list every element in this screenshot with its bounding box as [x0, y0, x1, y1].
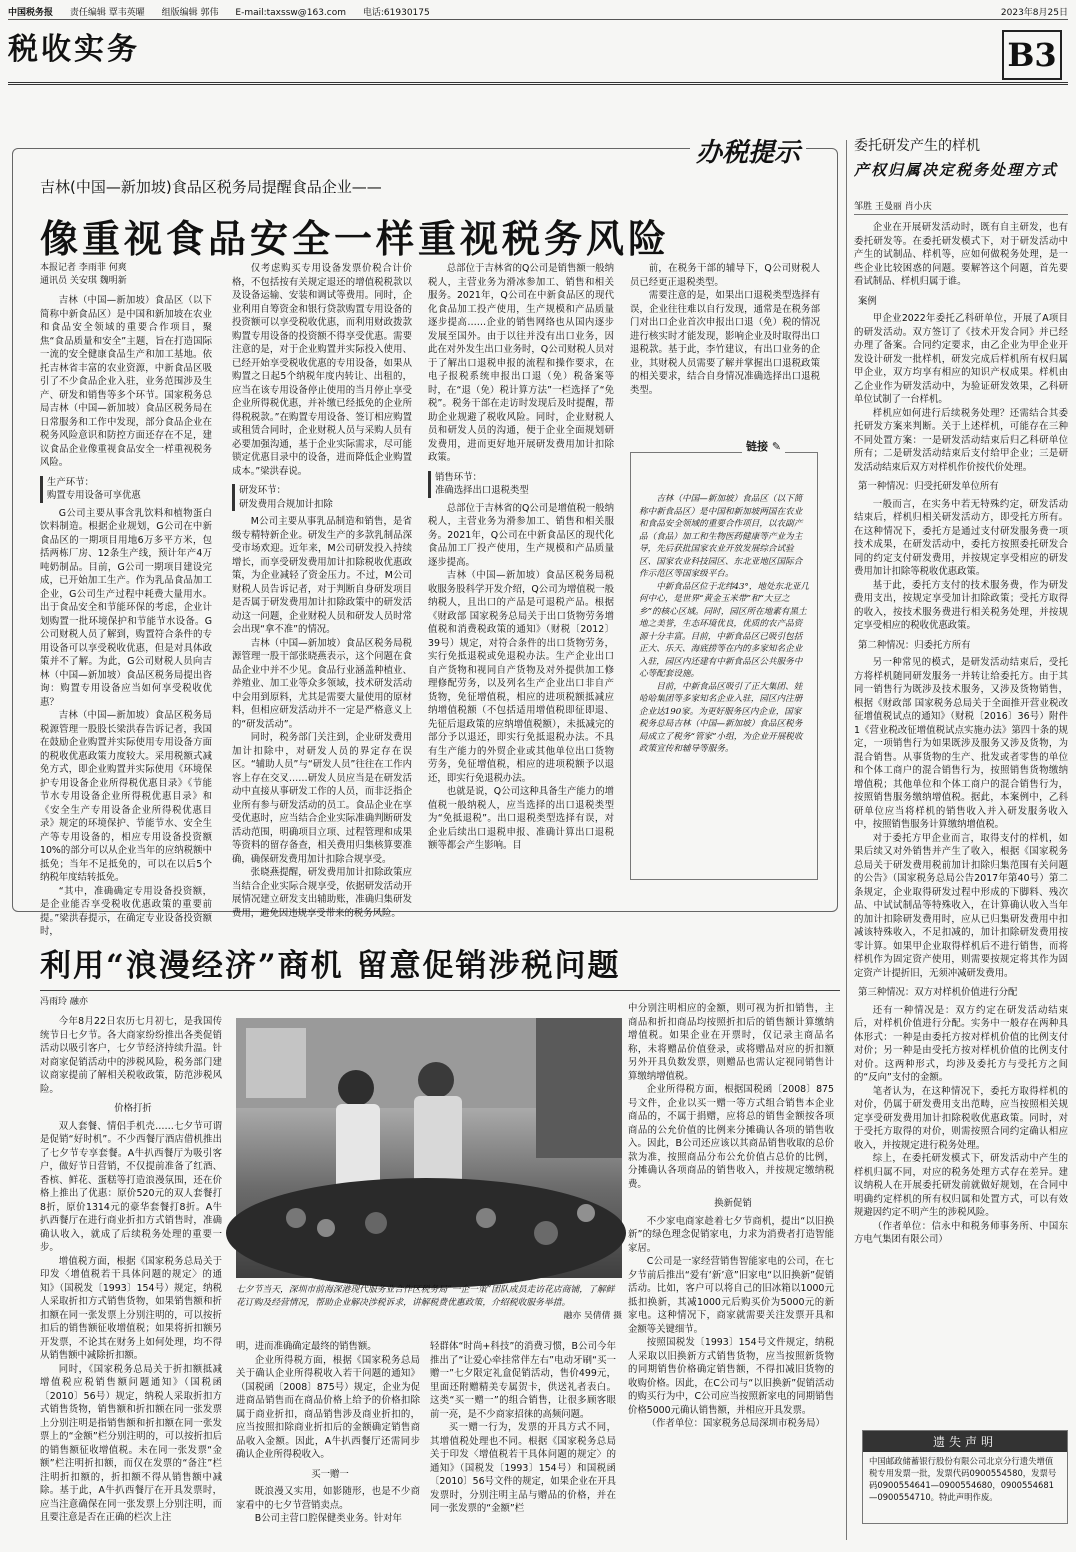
paragraph: 样机应如何进行后续税务处理？还需结合其委托研发方案来判断。关于上述样机，可能存在三种不同处置方案：一是研发活动结束后归乙科研单位所有；二是研发活动结束后支付给甲企业；三是研发活动结束后双方对样机作价按代价处理。: [854, 407, 1068, 473]
paragraph: 按照国税发〔1993〕154号文件规定，纳税人采取以旧换新方式销售货物，应当按照新货物的同期销售价格确定销售额，不得扣减旧货物的收购价格。因此，在C公司与“以旧换新”促销活动的购买行为中，C公司应当按照新家电的同期销售价格5000元确认销售额，并相应开具发票。: [628, 1337, 834, 1416]
paragraph: 中分别注明相应的金额，则可视为折扣销售，主商品和折扣商品均按照折扣后的销售额计算缴纳增值税。如果企业在开票时，仅记录主商品名称，未将赠品价值登录，或将赠品对应的折扣额另外开具负数发票，则赠品也需认定视同销售计算缴纳增值税。: [628, 1003, 834, 1082]
link-label: 链接: [746, 440, 768, 453]
paragraph: 还有一种情况是：双方约定在研发活动结束后，对样机价值进行分配。实务中一般存在两种具体形式：一种是由委托方按对样机价值的比例支付对价；另一种是由受托方按对样机价值的比例支付对价。这两种形式，均涉及委托方与受托方之间的“反向”支付的金额。: [854, 1004, 1068, 1083]
article2-title: 利用“浪漫经济”商机 留意促销涉税问题: [40, 948, 621, 984]
subhead-text: 购置专用设备可享优惠: [47, 490, 141, 501]
paragraph: 甲企业2022年委托乙科研单位，开展了A项目的研发活动。双方签订了《技术开发合同》并已经办理了备案。合同约定要求，由乙企业为甲企业开发设计研发一批样机，研发完成后样机所有权归属甲企业，双方均享有相应的知识产权成果。样机由乙企业作为研发活动中，为验证研发效果，乙科研单位试制了一台样机。: [854, 313, 1068, 405]
paragraph: 总部位于吉林省的Q公司是增值税一般纳税人，主营业务为滑参加工、销售和相关服务。2021年，Q公司在中新食品区的现代化食品加工厂投产使用，生产规模和产品质量逐步提高。: [428, 502, 614, 568]
subhead-case-2: 第二种情况：归委托方所有: [858, 639, 971, 651]
paragraph: 增值税方面，根据《国家税务总局关于印发〈增值税若干具体问题的规定〉的通知》（国税发〔1993〕154号）规定，纳税人采取折扣方式销售货物，如果销售额和折扣额在同一张发票上分别注明的，可以按折扣后的销售额征收增值税；如果将折扣额另开发票，不论其在财务上如何处理，均不得从销售额中减除折扣额。: [40, 1255, 222, 1361]
news-photo: [236, 1018, 622, 1278]
paragraph: 轻群体“时尚+科技”的消费习惯，B公司今年推出了“让爱心牵挂常伴左右”电动牙刷“买一赠一”七夕限定礼盒促销活动，售价499元，里面还附赠精美专属贺卡，供送礼者表白。这类“买一赠一”的组合销售，让很多顾客眼前一亮，是不少商家招徕的高频问题。: [430, 1341, 616, 1420]
sidebar-body: [854, 221, 1068, 1461]
subhead-label: 生产环节：: [47, 476, 94, 488]
subhead-text: 研发费用合规加计扣除: [239, 498, 333, 510]
sidebar-subtitle: 产权归属决定税务处理方式: [854, 160, 1059, 179]
paragraph: 总部位于吉林省的Q公司是销售额一般纳税人，主营业务为滑冰参加工、销售和相关服务。2021年，Q公司在中新食品区的现代化食品加工投产使用，生产规模和产品质量逐步提高……企业的销售网络也从国内逐步发展至国外。由于以往并没有出口业务，因此在对外发生出口业务时，Q公司财税人员对于了解出口退税申报的流程和操作要求，在电子报税系统申报出口退（免）税备案等时，在“退（免）税计算方法”一栏选择了“免税”。税务干部在走访时发现后及时提醒，帮助企业规避了税收风险。同时，企业财税人员和研发人员的沟通，便于企业全面规划研发费用，进而更好地开展研发费用加计扣除政策。: [428, 263, 614, 463]
paragraph: 同时，《国家税务总局关于折扣额抵减增值税应税销售额问题通知》（国税函〔2010〕56号）规定，纳税人采取折扣方式销售货物，销售额和折扣额在同一张发票上分别注明是指销售额和折扣额在同一张发票上的“金额”栏分别注明的，可以按折扣后的销售额征收增值税。未在同一张发票“金额”栏注明折扣额，而仅在发票的“备注”栏注明折扣额的，折扣额不得从销售额中减除。基于此，A牛扒西餐厅在开具发票时，应当注意确保在同一张发票上分别注明，而且要注意是否在正确的栏次上注: [40, 1363, 222, 1523]
article1-column-3: [428, 262, 614, 902]
caption-text: 七夕节当天，深圳市前海深港现代服务业合作区税务局“一企一策”团队成员走访花店商铺，了解鲜花订购及经营情况，帮助企业解决涉税诉求，讲解税费优惠政策，介绍税收服务举措。: [236, 1285, 615, 1308]
paragraph: 吉林（中国—新加坡）食品区税务局税源管理一股干部张晓燕表示，这个问题在食品企业中并不少见。食品行业涵盖种植业、养殖业、加工业等众多领域，技术研发活动中会用到原料，尤其是需要大量使用的原材料，但相应研发活动并不一定是严格意义上的“研发活动”。: [232, 637, 412, 730]
subhead-text: 准确选择出口退税类型: [435, 485, 529, 496]
subhead-case-3: 第三种情况：双方对样机价值进行分配: [858, 987, 1018, 998]
page-number: B3: [1002, 30, 1062, 80]
paragraph: （作者单位：信永中和税务师事务所、中国东方电气集团有限公司）: [854, 1220, 1068, 1245]
subhead-bogo: 买一赠一: [311, 1468, 349, 1480]
paragraph: 企业所得税方面，根据《国家税务总局关于确认企业所得税收入若干问题的通知》（国税函〔2008〕875号）规定，企业为促进商品销售而在商品价格上给予的价格扣除属于商业折扣，商品销售涉及商业折扣的，应当按照扣除商业折扣后的金额确定销售商品收入金额。因此，A牛扒西餐厅还需同步确认企业所得税收入。: [236, 1354, 420, 1460]
paragraph: 吉林（中国—新加坡）食品区（以下简称中新食品区）是中国和新加坡在农业和食品安全领域的重要合作项目，聚焦“食品质量和安全”主题，旨在打造国际一流的安全健康食品生产和加工基地。依托吉林省丰富的农业资源，中新食品区吸引了不少食品企业入驻，业务范围涉及生产、研发和销售等多个环节。国家税务总局吉林（中国—新加坡）食品区税务局在日常服务和工作中发现，部分食品企业在税务风险意识和防控方面还存在不足，建议食品企业像重视食品安全一样重视税务风险。: [40, 295, 212, 468]
paragraph: 不少家电商家趁着七夕节商机，提出“以旧换新”的绿色理念促销家电，力求为消费者打造智能家居。: [628, 1215, 834, 1254]
article2-byline: 冯雨玲 融亦: [40, 997, 88, 1007]
article1-column-4: [630, 262, 820, 422]
paragraph: 企业在开展研发活动时，既有自主研发，也有委托研发等。在委托研发模式下，对于研发活动中产生的试制品、样机等，应如何做税务处理，是一些企业比较困惑的问题。要解答这个问题，首先要看试制品、样机归属于谁。: [854, 222, 1068, 287]
paragraph: 明，进而准确确定最终的销售额。: [236, 1341, 377, 1352]
email: E-mail:taxssw@163.com: [235, 8, 347, 18]
article2-rule: [40, 990, 840, 991]
paragraph: 买一赠一行为，发票的开具方式不同，其增值税处理也不同。根据《国家税务总局关于印发〈增值税若干具体问题的规定〉的通知》（国税发〔1993〕154号）和国税函〔2010〕56号文件的规定，如果企业在开具发票时，分别注明主品与赠品的价格，并在同一张发票的“金额”栏: [430, 1422, 616, 1514]
paragraph: 笔者认为，在这种情况下，委托方取得样机的对价，仍属于研发费用支出范畴，应当按照相关规定享受研发费用加计扣除税收优惠政策。同时，对于受托方取得的对价，则需按照合同约定确认相应收入，并按规定进行税务处理。: [854, 1085, 1068, 1151]
sidebar-title: 委托研发产生的样机: [854, 138, 980, 154]
article2-column-3: [430, 1340, 616, 1544]
paragraph: 基于此，委托方支付的技术服务费，作为研发费用支出，按规定享受加计扣除政策；受托方取得的收入，按技术服务费进行相关税务处理，并按规定享受相应的税收优惠政策。: [854, 579, 1068, 631]
paragraph: 综上，在委托研发模式下，研发活动中产生的样机归属不同，对应的税务处理方式存在差异。建议纳税人在开展委托研发前就做好规划，在合同中明确约定样机的所有权归属和处置方式，可以有效规避因约定不明产生的涉税风险。: [854, 1153, 1068, 1218]
subhead-label: 销售环节：: [435, 471, 482, 483]
sidebar-article: [854, 140, 1068, 1461]
pen-icon: ✎: [771, 440, 782, 453]
paragraph: 也就是说，Q公司这种具备生产能力的增值税一般纳税人，应当选择的出口退税类型为“免抵退税”。出口退税类型选择有误，对企业后续出口退税申报、准确计算出口退税额等都会产生影响。目: [428, 786, 614, 851]
paragraph: 对于委托方甲企业而言，取得支付的样机，如果后续又对外销售并产生了收入，根据《国家税务总局关于研发费用税前加计扣除归集范围有关问题的公告》（国家税务总局公告2017年第40号）第二条规定，企业取得研发过程中形成的下脚料、残次品、中试试制品等特殊收入，在计算确认收入当年的加计扣除研发费用时，应从已归集研发费用中扣减该特殊收入，不足扣减的，加计扣除研发费用按零计算。如果甲企业取得样机后不进行销售，而将样机作为固定资产使用，则需要按规定将其作为固定资产计提折旧，无须冲减研发费用。: [854, 832, 1068, 979]
issue-date: 2023年8月25日: [1000, 8, 1068, 18]
paragraph: 一般而言，在实务中若无特殊约定，研发活动结束后，样机归相关研发活动方，即受托方所有。在这种情况下，委托方是通过支付研发服务费一项技术成果，在研发活动中，委托方按照委托研发合同的约定支付研发费用，并按规定享受相应的研发费用加计扣除等税收优惠政策。: [854, 498, 1068, 577]
paragraph: 同时，税务部门关注到，企业研发费用加计扣除中，对研发人员的界定存在误区。“辅助人员”与“研发人员”往往在工作内容上存在交叉……研发人员应当是在研发活动中直接从事研发工作的人员，而非泛指企业所有参与研发活动的员工。食品企业在享受优惠时，应当结合企业实际准确判断研发活动范围，明确项目立项、过程管理和成果等资料的留存备查，相关费用归集核算要准确，确保研发费用加计扣除合规享受。: [232, 732, 412, 865]
paragraph: 目前，中新食品区吸引了正大集团、娃哈哈集团等多家知名企业入驻，园区内注册企业达190家。为更好服务区内企业，国家税务总局吉林（中国—新加坡）食品区税务局成立了税务“管家”小组，为企业开展税收政策宣传和辅导等服务。: [639, 681, 803, 754]
paragraph: G公司主要从事含乳饮料和植物蛋白饮料制造。根据企业规划，G公司在中新食品区的一期项目用地6万多平方米，包括两栋厂房、12条生产线，预计年产4万吨奶制品。目前，G公司一期项目建设完成，已开始加工生产。作为乳品食品加工企业，G公司生产过程中耗费大量用水。出于食品安全和节能环保的考虑，企业计划购置一批环境保护和节能节水设备。G公司财税人员了解到，购置符合条件的专用设备可以享受税收优惠，但是对具体政策并不了解。为此，G公司财税人员向吉林（中国—新加坡）食品区税务局提出咨询：购置专用设备应当如何享受税收优惠？: [40, 507, 212, 708]
subhead-production: [40, 476, 212, 503]
lost-notice-title: 遗失声明: [863, 1431, 1067, 1452]
paragraph: M公司主要从事乳品制造和销售，是省级专精特新企业。研发生产的多款乳制品深受市场欢迎。近年来，M公司研发投入持续增长，而享受研发费用加计扣除税收优惠政策，为企业减轻了资金压力。不过，M公司财税人员告诉记者，对于判断自身研发项目是否属于研发费用加计扣除政策中的研发活动这一问题，企业财税人员和研发人员时常会出现“拿不准”的情况。: [232, 516, 412, 635]
article2-column-1: [40, 996, 222, 1542]
subhead-tradein: 换新促销: [714, 1198, 752, 1209]
link-box-title: [742, 438, 785, 454]
photo-caption: [236, 1284, 622, 1323]
paragraph: 张晓燕提醒，研发费用加计扣除政策应当结合企业实际合规享受，依据研发活动开展情况建立研发支出辅助账，准确归集研发费用，避免因违规享受带来的税务风险。: [232, 867, 412, 919]
paragraph: 既浪漫又实用，如影随形，也是不少商家看中的七夕节营销卖点。: [236, 1486, 420, 1511]
paragraph: 吉林（中国—新加坡）食品区税务局税收服务股科学开发介绍，Q公司为增值税一般纳税人，且出口的产品是可退税产品。根据《财政部 国家税务总局关于出口货物劳务增值税和消费税政策的通知》（财税〔2012〕39号）规定，对符合条件的出口货物劳务，实行免抵退税或免退税办法。生产企业出口自产货物和视同自产货物及对外提供加工修理修配劳务，以及列名生产企业出口非自产货物，免征增值税，相应的进项税额抵减应纳增值税额（不包括适用增值税即征即退、先征后退政策的应纳增值税额），未抵减完的部分予以退还，即实行免抵退税办法。不具有生产能力的外贸企业或其他单位出口货物劳务，免征增值税，相应的进项税额予以退还，即实行免退税办法。: [428, 570, 614, 784]
phone: 电话:61930175: [362, 8, 430, 18]
paragraph: “其中，准确确定专用设备投资额，是企业能否享受税收优惠政策的重要前提。”梁洪春提示，在确定专业设备投资额时，: [40, 885, 212, 937]
paragraph: （作者单位：国家税务总局深圳市税务局）: [646, 1418, 825, 1429]
editor: 责任编辑 覃韦英曜: [69, 8, 145, 18]
subhead-rd: [232, 484, 412, 511]
article1-column-2: [232, 262, 412, 919]
paper-name: 中国税务报: [8, 8, 54, 18]
paragraph: C公司是一家经营销售智能家电的公司，在七夕节前后推出“爱有‘新’意”旧家电“以旧换新”促销活动。比如，客户可以将自己的旧冰箱以1000元抵扣换新，其减1000元后购买价为5000元的新家电。这种情况下，商家就需要关注发票开具和金额等关键细节。: [628, 1256, 834, 1335]
lost-notice-text: 中国邮政储蓄银行股份有限公司北京分行遗失增值税专用发票一批，发票代码0900554580，发票号码0900554641—0900554680，0900554681—0900554710。特此声明作废。: [869, 1456, 1057, 1502]
article1-subtitle: 吉林(中国—新加坡)食品区税务局提醒食品企业——: [40, 178, 382, 196]
paragraph: 吉林（中国—新加坡）食品区（以下简称中新食品区）是中国和新加坡两国在农业和食品安全领域的重要合作项目，以农副产品（食品）加工和生物医药健康等产业为主导，先后获批国家农业开放发展综合试验区、国家农业科技园区、东北亚地区国际合作示范区等国家级平台。: [639, 494, 803, 579]
paragraph: 需要注意的是，如果出口退税类型选择有误，企业往往难以自行发现，通常是在税务部门对出口企业首次申报出口退（免）税的情况进行核实时才能发现，影响企业及时取得出口退税款。基于此，李竹建议，有出口业务的企业，其财税人员需要了解并掌握出口退税政策的相关要求，结合自身情况准确选择出口退税类型。: [630, 290, 820, 396]
article1-byline-1: 本报记者 李雨菲 何爽: [40, 263, 127, 273]
paragraph: 今年8月22日农历七月初七，是我国传统节日七夕节。各大商家纷纷推出各类促销活动以吸引客户，七夕节经济持续升温。针对商家促销活动中的涉税风险，税务部门建议商家提前了解相关税收政策，防范涉税风险。: [40, 1016, 222, 1095]
paragraph: B公司主营口腔保健类业务。针对年: [254, 1513, 402, 1524]
sidebar-byline: 邹胜 王曼丽 肖小庆: [854, 201, 1068, 215]
photo-illustration: [236, 1018, 622, 1278]
sidebar-divider: [846, 140, 847, 1540]
section-title: 税收实务: [8, 32, 140, 67]
subhead-discount: 价格打折: [114, 1103, 152, 1114]
paragraph: 仅考虑购买专用设备发票价税合计价格，不包括按有关规定退还的增值税税款以及设备运输、安装和调试等费用。同时，企业利用自筹资金和银行贷款购置专用设备的投资额可以享受税收优惠，而利用财政拨款购置专用设备的投资额不得享受优惠。需要注意的是，对于企业购置并实际投入使用、已经开始享受税收优惠的专用设备，如果从购置之日起5个纳税年度内转让、出租的，应当在该专用设备停止使用的当月停止享受企业所得税优惠，并补缴已经抵免的企业所得税税款。”在购置专用设备、签订相应购置或租赁合同时，企业财税人员与采购人员有必要加强沟通，基于企业实际需求，尽可能锁定优惠目录中的设备，进而降低企业购置成本。”梁洪春说。: [232, 263, 412, 477]
article2-column-4: [628, 1002, 834, 1544]
paragraph: 企业所得税方面，根据国税函〔2008〕875号文件，企业以买一赠一等方式组合销售本企业商品的，不属于捐赠，应将总的销售金额按各项商品的公允价值的比例来分摊确认各项的销售收入。因此，B公司还应该以其商品销售收取的总价款为准，按照商品分布公允价值占总价的比例，分摊确认各项商品的销售收入，并按规定缴纳税费。: [628, 1084, 834, 1190]
lost-notice: [862, 1430, 1068, 1524]
link-box: [630, 452, 818, 880]
article2-column-2: [236, 1340, 420, 1544]
caption-credit: 融亦 吴倩倩 摄: [563, 1311, 622, 1321]
article1-title: 像重视食品安全一样重视税务风险: [40, 216, 671, 261]
paragraph: 中新食品区位于北纬43°，地处东北亚几何中心，是世界“黄金玉米带”和“大豆之乡”的核心区域。同时，园区所在地素有黑土地之美誉，生态环境优良，优质的农产品资源十分丰富。目前，中新食品区已吸引包括正大、乐天、海底捞等在内的多家知名企业入驻，园区内还建有中新食品区公共服务中心等配套设施。: [639, 581, 809, 679]
article1-tag: 办税提示: [690, 132, 806, 169]
subhead-sales: [428, 471, 614, 498]
paragraph: 另一种常见的模式，是研发活动结束后，受托方将样机随同研发服务一并转让给委托方。由于其同一销售行为既涉及技术服务，又涉及货物销售，根据《财政部 国家税务总局关于全面推开营业税改征增值税试点的通知》（财税〔2016〕36号）附件1《营业税改征增值税试点实施办法》第四十条的规定，一项销售行为如果既涉及服务又涉及货物，为混合销售。从事货物的生产、批发或者零售的单位和个体工商户的混合销售行为，按照销售货物缴纳增值税；其他单位和个体工商户的混合销售行为，按照销售服务缴纳增值税。据此，本案例中，乙科研单位应当将样机的销售收入并入研发服务收入中，按照销售服务计算缴纳增值税。: [854, 657, 1068, 830]
section-divider: [8, 82, 1068, 85]
subhead-case-1: 第一种情况：归受托研发单位所有: [858, 481, 999, 492]
article1-byline-2: 通讯员 关安琪 魏明新: [40, 276, 127, 286]
page-header: [8, 4, 1068, 20]
article1-column-1: [40, 262, 212, 937]
paragraph: 吉林（中国—新加坡）食品区税务局税源管理一股股长梁洪春告诉记者，我国在鼓励企业购置并实际使用专用设备方面的税收优惠政策力度较大。采用税额式减免方式，即企业购置并实际使用《环境保护专用设备企业所得税优惠目录》《节能节水专用设备企业所得税优惠目录》和《安全生产专用设备企业所得税优惠目录》规定的环境保护、节能节水、安全生产等专用设备的，相应专用设备投资额10%的部分可以从企业当年的应纳税额中抵免；当年不足抵免的，可以在以后5个纳税年度结转抵免。: [40, 710, 212, 883]
paragraph: 双人套餐、情侣手机壳……七夕节可谓是促销“好时机”。不少西餐厅酒店借机推出了七夕节专享套餐。A牛扒西餐厅为吸引客户，做好节日营销，不仅提前准备了红酒、香槟、鲜花、蛋糕等打造浪漫氛围，还在价格上推出了优惠：原价520元的双人套餐打8折，原价1314元的豪华套餐打8折。A牛扒西餐厅在进行商业折扣方式销售时，准确确认收入，就成了后续税务处理的重要一步。: [40, 1120, 222, 1253]
layout-editor: 组版编辑 郭伟: [161, 8, 219, 18]
subhead-case: 案例: [858, 295, 877, 307]
subhead-label: 研发环节：: [239, 485, 286, 496]
paragraph: 前，在税务干部的辅导下，Q公司财税人员已经更正退税类型。: [630, 263, 820, 288]
